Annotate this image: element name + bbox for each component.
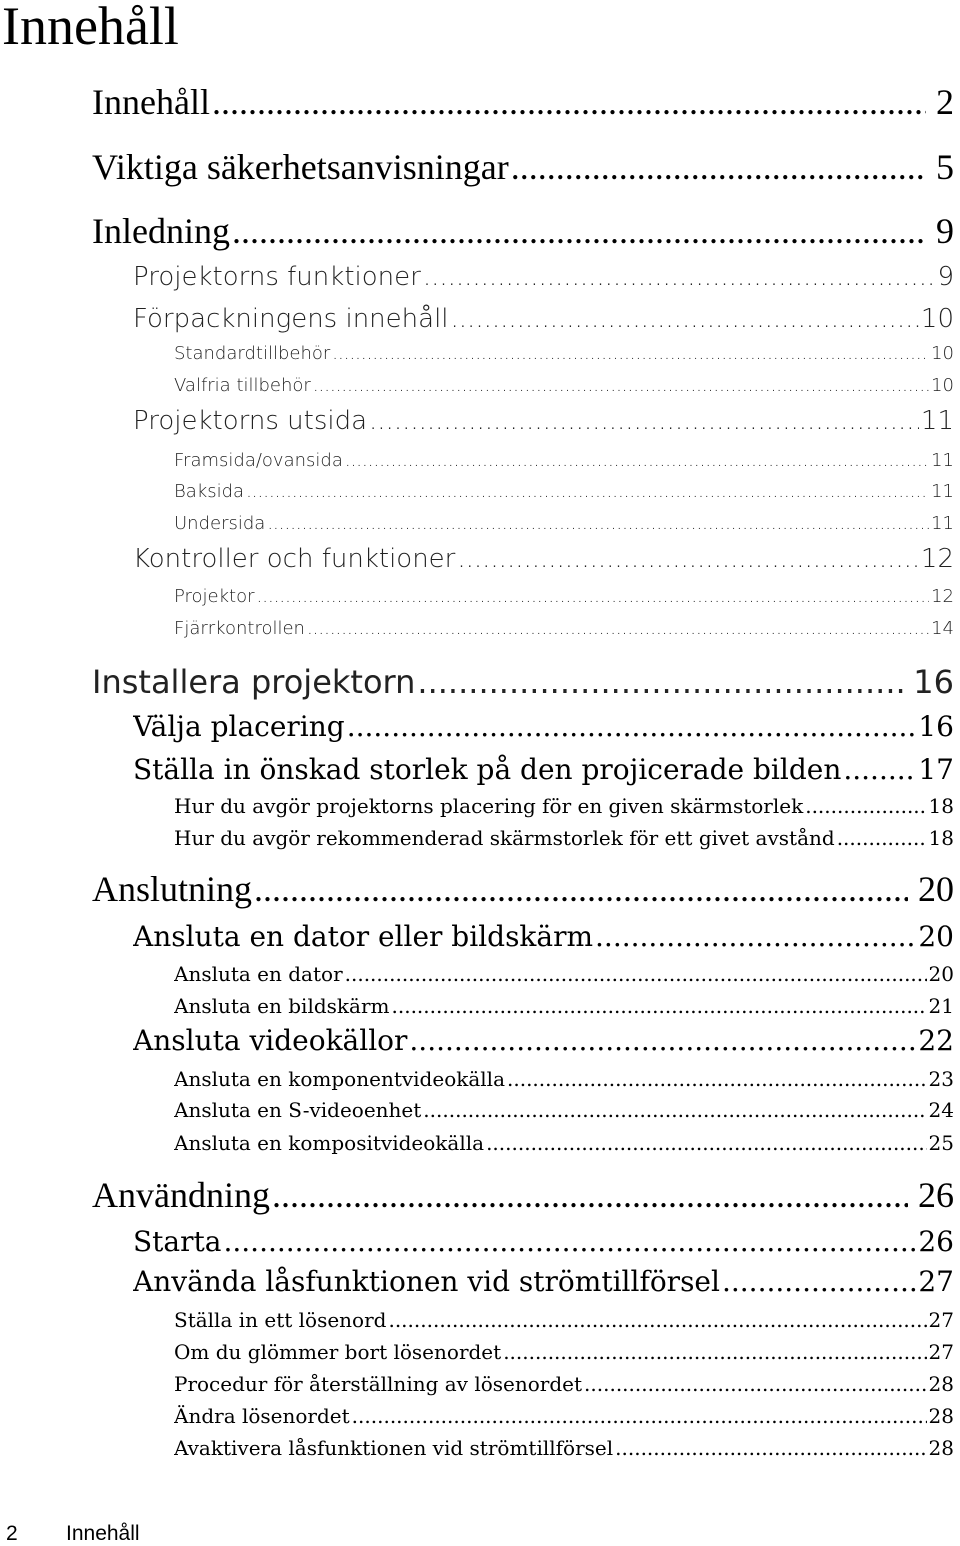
toc-entry-title: Ansluta en dator (174, 962, 343, 986)
toc-entry[interactable] (133, 918, 954, 956)
toc-entry-title: Om du glömmer bort lösenordet (174, 1340, 502, 1364)
dot-leader (212, 79, 926, 125)
dot-leader (246, 478, 929, 506)
toc-entry[interactable] (174, 1370, 954, 1398)
dot-leader (584, 1370, 927, 1398)
toc-entry-page: 10 (931, 375, 954, 396)
toc-entry-page: 10 (920, 304, 954, 334)
toc-entry[interactable] (133, 1022, 954, 1060)
toc-entry-page: 18 (928, 794, 954, 818)
dot-leader (722, 1263, 916, 1301)
footer-section-title: Innehåll (66, 1522, 140, 1545)
toc-entry-title: Ansluta en S-videoenhet (174, 1098, 422, 1122)
dot-leader (313, 372, 929, 400)
toc-entry[interactable] (174, 1434, 954, 1462)
toc-entry-title: Projektorns funktioner (133, 262, 421, 292)
toc-entry-title: Ansluta en bildskärm (174, 994, 390, 1018)
toc-entry-page: 11 (931, 513, 954, 534)
dot-leader (223, 1223, 916, 1261)
toc-entry[interactable] (174, 340, 954, 368)
dot-leader (843, 751, 916, 789)
toc-entry[interactable] (174, 824, 954, 852)
toc-entry-title: Valfria tillbehör (174, 375, 311, 396)
toc-entry-page: 12 (931, 586, 954, 607)
toc-entry-title: Projektorns utsida (133, 406, 368, 436)
dot-leader (457, 540, 919, 578)
dot-leader (503, 1338, 926, 1366)
toc-entry-page: 9 (937, 262, 954, 292)
toc-entry-title: Projektor (174, 586, 255, 607)
dot-leader (345, 960, 927, 988)
toc-entry-title: Ansluta videokällor (133, 1024, 408, 1057)
dot-leader (347, 708, 917, 746)
dot-leader (392, 992, 927, 1020)
dot-leader (409, 1022, 916, 1060)
toc-entry[interactable] (133, 300, 954, 338)
toc-entry-page: 5 (936, 147, 954, 187)
toc-entry-page: 27 (918, 1265, 954, 1298)
toc-entry-page: 26 (918, 1225, 954, 1258)
toc-entry-page: 11 (931, 450, 954, 471)
dot-leader (486, 1129, 926, 1157)
dot-leader (345, 447, 929, 475)
toc-entry[interactable] (92, 144, 954, 190)
toc-entry-title: Användning (92, 1175, 270, 1215)
toc-entry-title: Ställa in ett lösenord (174, 1308, 387, 1332)
toc-entry-page: 20 (918, 869, 954, 909)
toc-entry[interactable] (174, 1065, 954, 1093)
toc-entry-title: Ändra lösenordet (174, 1404, 350, 1428)
dot-leader (805, 792, 926, 820)
toc-entry-page: 12 (920, 544, 954, 574)
toc-entry-title: Baksida (174, 481, 245, 502)
toc-entry[interactable] (133, 1223, 954, 1261)
dot-leader (417, 659, 903, 705)
toc-entry-page: 20 (918, 920, 954, 953)
toc-entry-page: 11 (920, 406, 954, 436)
toc-entry-title: Ansluta en kompositvideokälla (174, 1131, 485, 1155)
toc-entry-page: 2 (936, 82, 954, 122)
toc-entry[interactable] (133, 540, 954, 578)
toc-entry-page: 28 (928, 1404, 954, 1428)
toc-entry-title: Anslutning (92, 869, 253, 909)
toc-entry[interactable] (174, 1306, 954, 1334)
toc-entry[interactable] (92, 1172, 954, 1218)
toc-entry-title: Använda låsfunktionen vid strömtillförsel (133, 1265, 720, 1298)
footer-page-number: 2 (6, 1522, 18, 1545)
toc-entry[interactable] (174, 1096, 954, 1124)
dot-leader (272, 1172, 908, 1218)
toc-entry-title: Installera projektorn (92, 663, 416, 701)
toc-entry-title: Procedur för återställning av lösenordet (174, 1372, 583, 1396)
toc-entry-page: 28 (928, 1436, 954, 1460)
toc-entry[interactable] (174, 960, 954, 988)
toc-entry-title: Ställa in önskad storlek på den projicerade bilden (133, 753, 842, 786)
toc-entry[interactable] (174, 583, 954, 611)
toc-entry[interactable] (174, 372, 954, 400)
toc-entry-page: 18 (928, 826, 954, 850)
toc-entry[interactable] (92, 79, 954, 125)
dot-leader (511, 144, 926, 190)
toc-entry-title: Kontroller och funktioner (133, 544, 456, 574)
toc-entry-page: 23 (928, 1067, 954, 1091)
toc-entry[interactable] (174, 615, 954, 643)
toc-entry[interactable] (174, 992, 954, 1020)
toc-entry-title: Fjärrkontrollen (174, 618, 305, 639)
toc-entry-title: Standardtillbehör (174, 343, 331, 364)
toc-entry-title: Hur du avgör rekommenderad skärmstorlek för ett givet avstånd (174, 826, 835, 850)
dot-leader (352, 1402, 927, 1430)
toc-entry[interactable] (133, 708, 954, 746)
toc-entry[interactable] (174, 1402, 954, 1430)
toc-entry[interactable] (92, 659, 954, 705)
dot-leader (307, 615, 929, 643)
dot-leader (369, 402, 919, 440)
page-title: Innehåll (2, 0, 179, 56)
dot-leader (507, 1065, 927, 1093)
dot-leader (615, 1434, 926, 1462)
toc-entry-title: Välja placering (133, 710, 345, 743)
toc-entry[interactable] (133, 1263, 954, 1301)
toc-entry-title: Ansluta en dator eller bildskärm (133, 920, 594, 953)
toc-entry[interactable] (92, 208, 954, 254)
dot-leader (332, 340, 929, 368)
dot-leader (423, 1096, 926, 1124)
toc-entry-page: 22 (918, 1024, 954, 1057)
toc-entry-page: 11 (931, 481, 954, 502)
toc-entry-title: Avaktivera låsfunktionen vid strömtillförsel (174, 1436, 614, 1460)
toc-entry-title: Hur du avgör projektorns placering för en given skärmstorlek (174, 794, 804, 818)
toc-entry-title: Undersida (174, 513, 266, 534)
toc-entry-page: 16 (913, 663, 954, 701)
dot-leader (837, 824, 927, 852)
toc-entry-title: Förpackningens innehåll (133, 304, 449, 334)
toc-entry-page: 28 (928, 1372, 954, 1396)
toc-entry-page: 27 (928, 1340, 954, 1364)
toc-entry[interactable] (133, 258, 954, 296)
toc-entry-page: 14 (931, 618, 954, 639)
dot-leader (423, 258, 936, 296)
dot-leader (451, 300, 919, 338)
dot-leader (257, 583, 930, 611)
toc-entry-page: 21 (928, 994, 954, 1018)
dot-leader (254, 866, 908, 912)
toc-entry-title: Framsida/ovansida (174, 450, 343, 471)
toc-entry-title: Viktiga säkerhetsanvisningar (92, 147, 509, 187)
toc-entry-page: 16 (918, 710, 954, 743)
toc-entry[interactable] (133, 402, 954, 440)
toc-entry[interactable] (174, 1338, 954, 1366)
toc-entry-page: 24 (928, 1098, 954, 1122)
toc-entry-page: 27 (928, 1308, 954, 1332)
toc-entry-page: 26 (918, 1175, 954, 1215)
dot-leader (232, 208, 926, 254)
dot-leader (595, 918, 916, 956)
dot-leader (388, 1306, 926, 1334)
toc-entry[interactable] (174, 447, 954, 475)
toc-entry-title: Starta (133, 1225, 222, 1258)
toc-entry-page: 20 (928, 962, 954, 986)
toc-entry-title: Innehåll (92, 82, 210, 122)
toc-entry-page: 17 (918, 753, 954, 786)
toc-entry[interactable] (174, 1129, 954, 1157)
toc-entry[interactable] (174, 510, 954, 538)
toc-entry[interactable] (133, 751, 954, 789)
toc-entry-page: 9 (936, 211, 954, 251)
toc-entry-page: 25 (928, 1131, 954, 1155)
toc-entry-page: 10 (931, 343, 954, 364)
toc-entry-title: Inledning (92, 211, 230, 251)
dot-leader (267, 510, 929, 538)
toc-entry-title: Ansluta en komponentvideokälla (174, 1067, 505, 1091)
toc-entry[interactable] (174, 478, 954, 506)
toc-entry[interactable] (92, 866, 954, 912)
toc-entry[interactable] (174, 792, 954, 820)
